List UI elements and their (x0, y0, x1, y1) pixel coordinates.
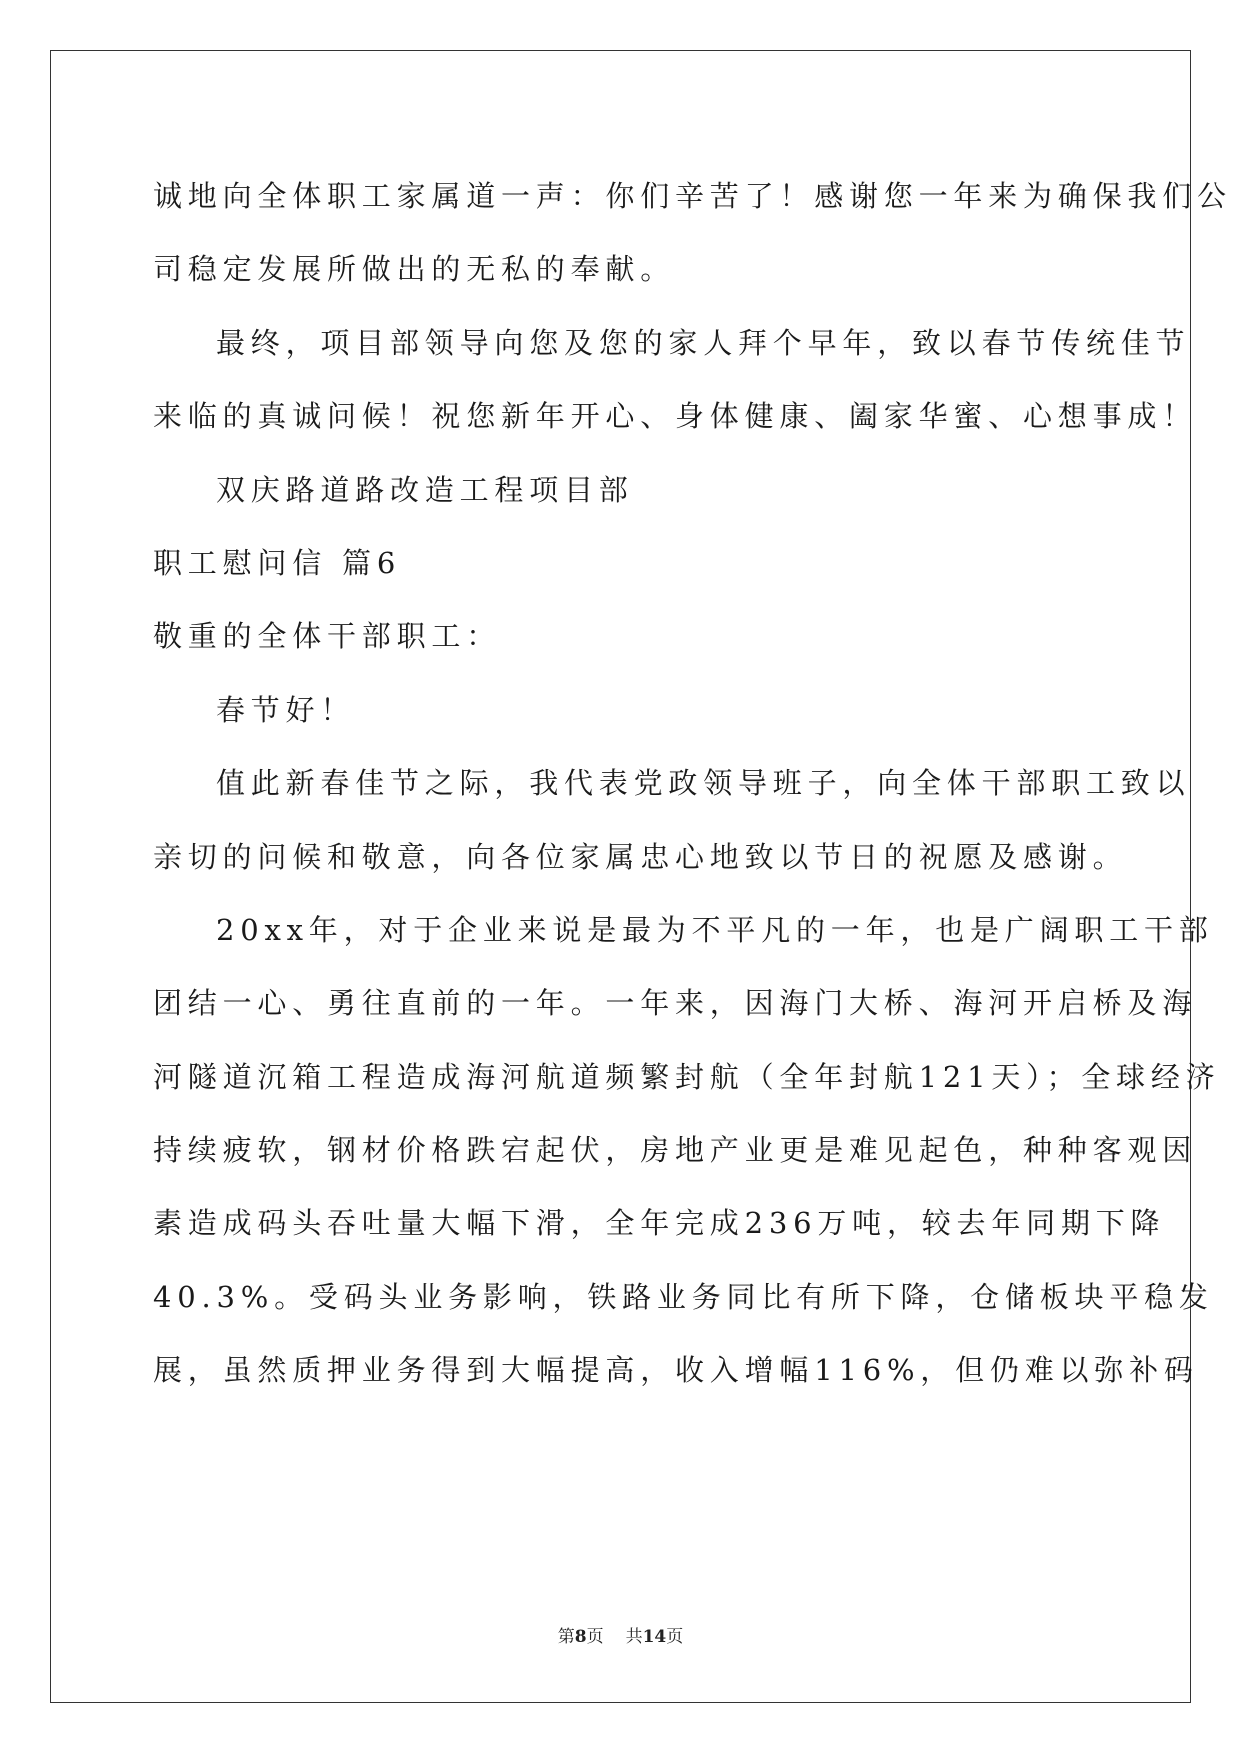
paragraph-line: 素造成码头吞吐量大幅下滑，全年完成236万吨，较去年同期下降 (153, 1206, 1166, 1241)
paragraph-line: 20xx年，对于企业来说是最为不平凡的一年，也是广阔职工干部 (216, 912, 1214, 947)
salutation: 敬重的全体干部职工： (153, 619, 502, 654)
total-pages-number: 14 (642, 1627, 667, 1647)
paragraph-line: 诚地向全体职工家属道一声：你们辛苦了！感谢您一年来为确保我们公 (153, 179, 1232, 213)
paragraph-line: 40.3%。受码头业务影响，铁路业务同比有所下降，仓储板块平稳发 (153, 1279, 1214, 1314)
page-footer (0, 1622, 1241, 1647)
paragraph-line: 持续疲软，钢材价格跌宕起伏，房地产业更是难见起色，种种客观因 (153, 1133, 1198, 1168)
total-prefix: 共 (625, 1627, 643, 1647)
section-heading: 职工慰问信 篇6 (153, 545, 402, 580)
paragraph-line: 最终，项目部领导向您及您的家人拜个早年，致以春节传统佳节 (216, 325, 1191, 360)
current-page-number: 8 (574, 1627, 587, 1647)
document-body (153, 168, 1232, 1416)
paragraph-line: 值此新春佳节之际，我代表党政领导班子，向全体干部职工致以 (216, 766, 1191, 801)
paragraph-line: 司稳定发展所做出的无私的奉献。 (153, 252, 676, 287)
page-suffix: 页 (586, 1627, 604, 1647)
greeting: 春节好！ (216, 692, 356, 727)
page-prefix: 第 (557, 1627, 575, 1647)
paragraph-line: 展，虽然质押业务得到大幅提高，收入增幅116%，但仍难以弥补码 (153, 1353, 1199, 1388)
total-suffix: 页 (666, 1627, 684, 1647)
paragraph-line: 团结一心、勇往直前的一年。一年来，因海门大桥、海河开启桥及海 (153, 986, 1198, 1021)
paragraph-line: 来临的真诚问候！祝您新年开心、身体健康、阖家华蜜、心想事成！ (153, 399, 1198, 434)
paragraph-line: 亲切的问候和敬意，向各位家属忠心地致以节日的祝愿及感谢。 (153, 839, 1128, 874)
paragraph-line: 河隧道沉箱工程造成海河航道频繁封航（全年封航121天）；全球经济 (153, 1059, 1221, 1094)
signature-line: 双庆路道路改造工程项目部 (216, 472, 634, 507)
